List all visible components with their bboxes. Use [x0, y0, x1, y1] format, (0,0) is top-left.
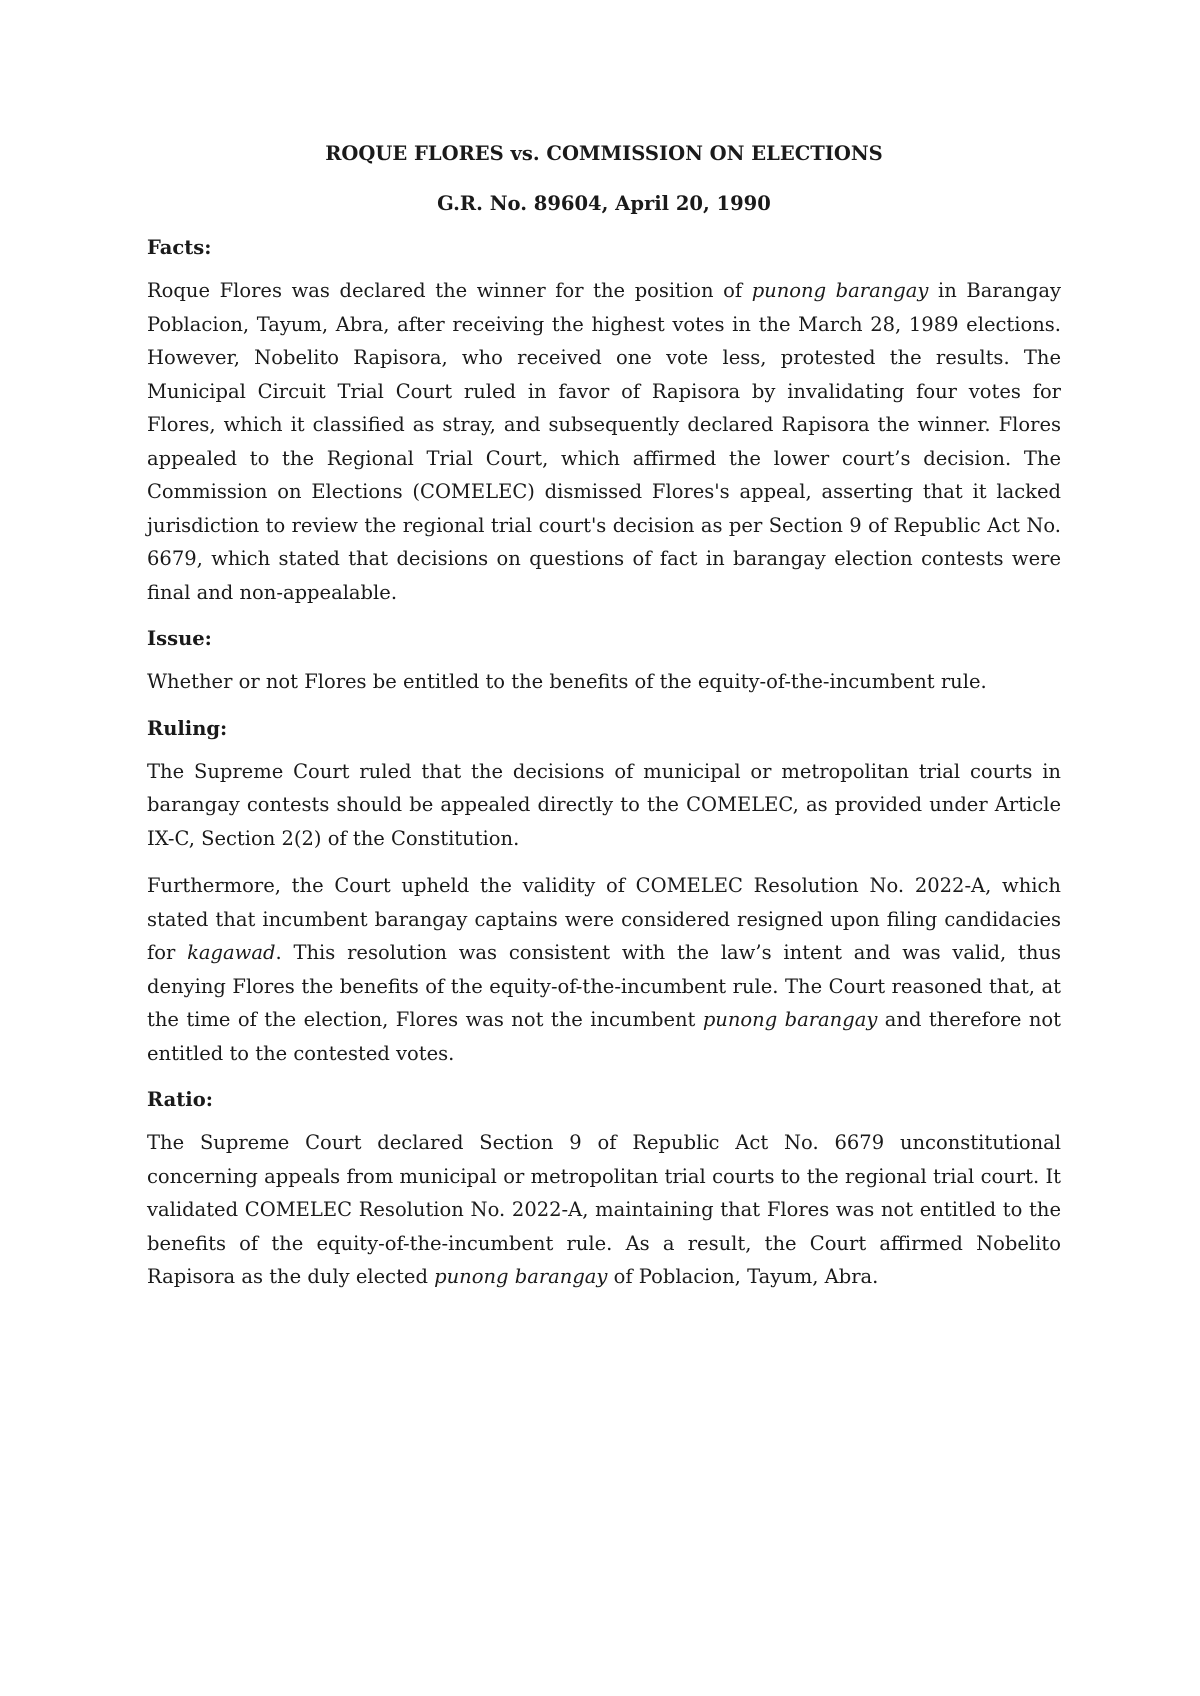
facts-emphasis: punong barangay	[751, 279, 929, 302]
ruling-text-b: . This resolution was consistent with the law’s intent and was valid, thus denying Flores the benefits of the equity-of-the-incumbent rule. The Court reasoned that, at the time of the election, Flores was not the incumbent	[147, 941, 1061, 1031]
ruling-emphasis-2: punong barangay	[702, 1008, 878, 1031]
ruling-emphasis-1: kagawad	[187, 941, 276, 964]
ratio-emphasis: punong barangay	[434, 1265, 608, 1288]
document-page	[147, 140, 1061, 1294]
facts-paragraph	[147, 274, 1061, 609]
facts-text-a: Roque Flores was declared the winner for the position of	[147, 279, 752, 302]
ruling-text-c: and therefore not entitled to the contested votes.	[147, 1008, 1062, 1065]
ratio-paragraph	[147, 1126, 1061, 1294]
issue-paragraph: Whether or not Flores be entitled to the benefits of the equity-of-the-incumbent rule.	[147, 670, 987, 693]
facts-heading: Facts:	[147, 236, 212, 259]
case-citation: G.R. No. 89604, April 20, 1990	[437, 192, 771, 215]
ratio-heading: Ratio:	[147, 1088, 213, 1111]
issue-heading: Issue:	[147, 627, 212, 650]
ruling-text-a: Furthermore, the Court upheld the validity of COMELEC Resolution No. 2022-A, which stated that incumbent barangay captains were considered resigned upon filing candidacies for	[147, 874, 1061, 964]
facts-text-b: in Barangay Poblacion, Tayum, Abra, after receiving the highest votes in the March 28, 1989 elections. However, Nobelito Rapisora, who received one vote less, protested the results. The Municipal Circuit Trial Court ruled in favor of Rapisora by invalidating four votes for Flores, which it classified as stray, and subsequently declared Rapisora the winner. Flores appealed to the Regional Trial Court, which affirmed the lower court’s decision. The Commission on Elections (COMELEC) dismissed Flores's appeal, asserting that it lacked jurisdiction to review the regional trial court's decision as per Section 9 of Republic Act No. 6679, which stated that decisions on questions of fact in barangay election contests were final and non-appealable.	[147, 279, 1061, 604]
ratio-text-a: The Supreme Court declared Section 9 of Republic Act No. 6679 unconstitutional concerning appeals from municipal or metropolitan trial courts to the regional trial court. It validated COMELEC Resolution No. 2022-A, maintaining that Flores was not entitled to the benefits of the equity-of-the-incumbent rule. As a result, the Court affirmed Nobelito Rapisora as the duly elected	[147, 1131, 1061, 1288]
ratio-text-b: of Poblacion, Tayum, Abra.	[607, 1265, 879, 1288]
ruling-paragraph-2	[147, 869, 1061, 1070]
case-title: ROQUE FLORES vs. COMMISSION ON ELECTIONS	[325, 142, 883, 165]
ruling-heading: Ruling:	[147, 716, 228, 740]
ruling-paragraph-1: The Supreme Court ruled that the decisions of municipal or metropolitan trial courts in barangay contests should be appealed directly to the COMELEC, as provided under Article IX-C, Section 2(2) of the Constitution.	[147, 759, 1061, 850]
